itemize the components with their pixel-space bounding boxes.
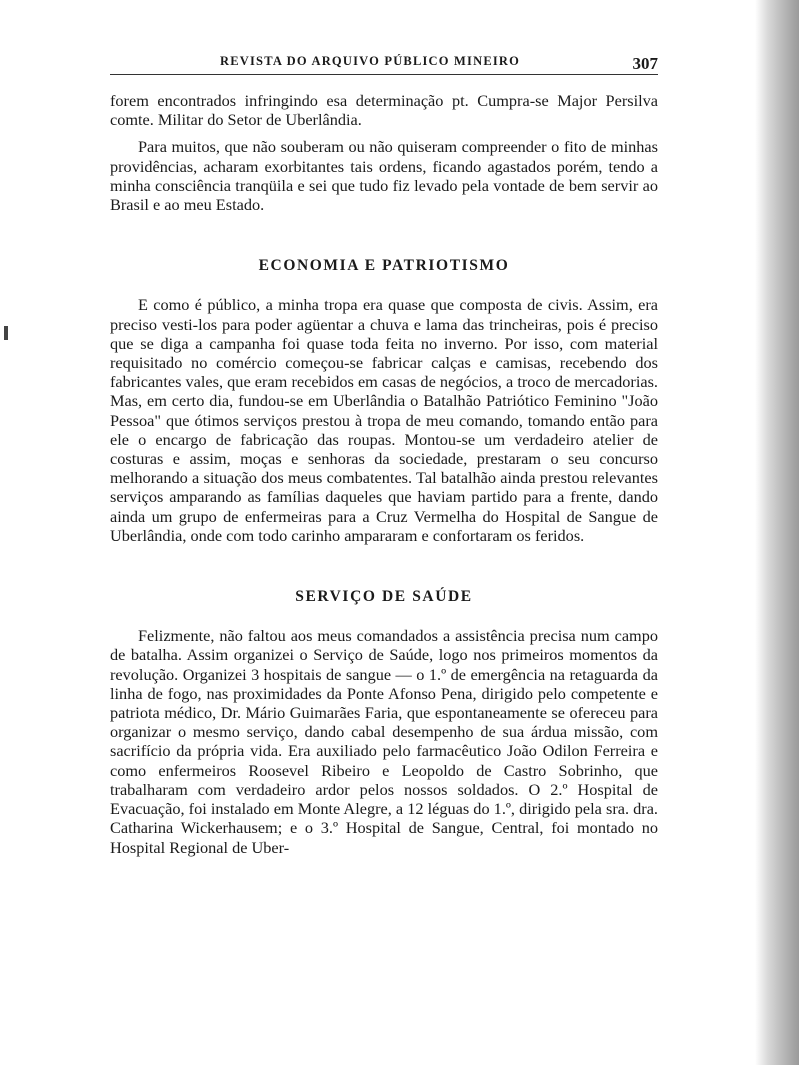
scan-page-edge-shadow bbox=[755, 0, 799, 1065]
page-number: 307 bbox=[632, 54, 658, 73]
running-header bbox=[110, 44, 658, 75]
paragraph-continuation: forem encontrados infringindo esa determinação pt. Cumpra-se Major Persilva comte. Militar do Setor de Uberlândia. bbox=[110, 91, 658, 130]
paragraph: Para muitos, que não souberam ou não quiseram compreender o fito de minhas providências, acharam exorbitantes tais ordens, ficando agastados porém, tendo a minha consciência tranqüila e sei que tudo fiz levado pela vontade de bem servir ao Brasil e ao meu Estado. bbox=[110, 137, 658, 215]
section-heading-economia: ECONOMIA E PATRIOTISMO bbox=[258, 257, 510, 275]
journal-title: REVISTA DO ARQUIVO PÚBLICO MINEIRO bbox=[220, 54, 521, 68]
paragraph: E como é público, a minha tropa era quase que composta de civis. Assim, era preciso vesti-los para poder agüentar a chuva e lama das trincheiras, pois é preciso que se diga a campanha foi quase toda feita no inverno. Por isso, com material requisitado no comércio começou-se fabricar calças e camisas, recebendo dos fabricantes vales, que eram recebidos em casas de negócios, a troco de mercadorias. Mas, em certo dia, fundou-se em Uberlândia o Batalhão Patriótico Feminino "João Pessoa" que ótimos serviços prestou à tropa de meu comando, tomando então para ele o encargo de fabricação das roupas. Montou-se um verdadeiro atelier de costuras e assim, moças e senhoras da sociedade, prestaram o seu concurso melhorando a situação dos meus combatentes. Tal batalhão ainda prestou relevantes serviços amparando as famílias daqueles que haviam partido para a frente, dando ainda um grupo de enfermeiras para a Cruz Vermelha do Hospital de Sangue de Uberlândia, onde com todo carinho ampararam e confortaram os feridos. bbox=[110, 295, 658, 545]
scan-margin-mark bbox=[4, 326, 8, 340]
article-body bbox=[110, 91, 658, 857]
paragraph: Felizmente, não faltou aos meus comandados a assistência precisa num campo de batalha. Assim organizei o Serviço de Saúde, logo nos primeiros momentos da revolução. Organizei 3 hospitais de sangue — o 1.º de emergência na retaguarda da linha de fogo, nas proximidades da Ponte Afonso Pena, dirigido pelo competente e patriota médico, Dr. Mário Guimarães Faria, que espontaneamente se ofereceu para organizar o mesmo serviço, dando cabal desempenho de sua árdua missão, com sacrifício da própria vida. Era auxiliado pelo farmacêutico João Odilon Ferreira e como enfermeiros Roosevel Ribeiro e Leopoldo de Castro Sobrinho, que trabalharam com verdadeiro ardor pelos nossos soldados. O 2.º Hospital de Evacuação, foi instalado em Monte Alegre, a 12 léguas do 1.º, dirigido pela sra. dra. Catharina Wickerhausem; e o 3.º Hospital de Sangue, Central, foi montado no Hospital Regional de Uber- bbox=[110, 626, 658, 857]
document-page bbox=[110, 44, 658, 857]
section-heading-saude: SERVIÇO DE SAÚDE bbox=[295, 588, 473, 606]
